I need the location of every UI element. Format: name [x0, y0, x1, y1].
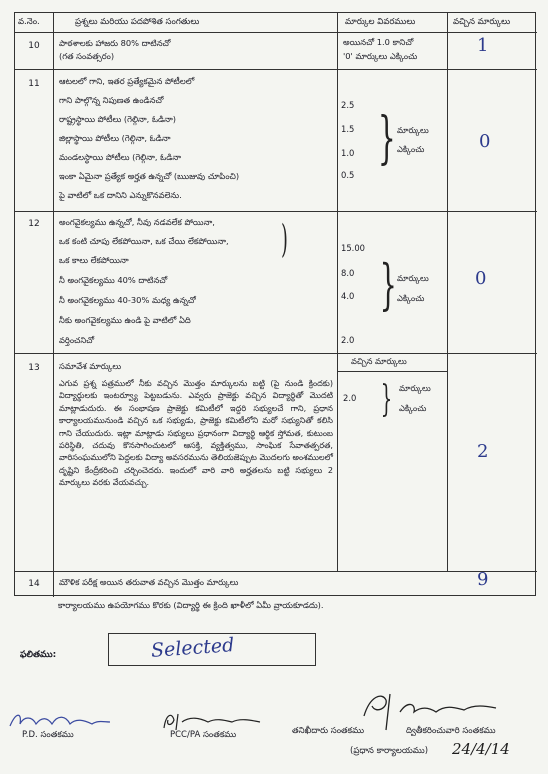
- brace-icon: }: [379, 253, 397, 316]
- row-text: గాని పాల్గొన్న నిపుణత ఉండినచో: [59, 95, 164, 105]
- row-text: మౌళిక పరీక్ష అయిన తరువాత వచ్చిన మొత్తం మార్కులు: [59, 577, 239, 587]
- marks-label: మార్కులు: [399, 383, 431, 393]
- result-label: ఫలితము:: [20, 650, 57, 660]
- marks-obtained-value: 0: [479, 131, 491, 152]
- row-number: 11: [28, 79, 40, 89]
- marks-label: మార్కులు: [397, 273, 429, 283]
- row-text: మండలస్థాయి పోటీలు (గెల్గినా, ఓడినా: [59, 152, 181, 162]
- marks-obtained-value: 0: [475, 268, 487, 289]
- interview-paragraph: ఎగువ ప్రశ్న పత్రములో నీకు వచ్చిన మొత్తం మార్కులను బట్టి (పై నుండి క్రిందకు) విద్యార్థులకు ఇంటర్వ్యూ పెట్టబడును. ఎవ్వరు ప్రాజెక్టు వచ్చిన విద్యార్థితో మొదటి మాట్లాడుదురు. ఈ సంభాషణ ప్రాజెక్టు కమిటీలో ఇద్దరి సభ్యులచే గాని, ప్రధాన కార్యాలయమునుండి వచ్చిన ఒక సభ్యుడు, ప్రాజెక్టు కమిటీలోని మరో సభ్యునితో కలిసి గాని చేయుదురు. ఇట్లా మాట్లాడు సభ్యులు ప్రధానంగా విద్యార్థి ఆర్థిక స్తోమత, కుటుంబ పరిస్థితి, చదువు కొనసాగించుటలో ఆసక్తి, వ్యక్తిత్వము, సాంఘిక సేవాతత్పరత, వారిసంఘములోని పెద్దలకు విద్యా అవసరమును తెలియజెప్పుట మొదలగు అంశములలో దృష్టిని కేంద్రీకరించి చర్చించెదరు. ఇందులో వారి వారి అర్హతలను బట్టి సభ్యులు 2 మార్కులు వరకు వేయవచ్చు.: [59, 378, 333, 488]
- marks-value: 8.0: [341, 268, 355, 278]
- row-text: నీకు అంగవైకల్యము ఉండి పై వాటిలో ఏది: [59, 315, 191, 325]
- marks-label: ఎక్కించు: [399, 403, 427, 413]
- second-signature-label: ద్వితీకరించువారి సంతకము: [406, 726, 496, 736]
- brace-icon: ): [281, 217, 288, 261]
- result-value: Selected: [150, 634, 235, 662]
- row-number: 10: [28, 41, 40, 51]
- marks-label: మార్కులు: [397, 125, 429, 135]
- row-text: జిల్లాస్థాయి పోటీలు (గెల్గినా, ఓడినా: [59, 133, 171, 143]
- brace-icon: }: [377, 106, 396, 171]
- row-text: అంగవైకల్యము ఉన్నచో, నీవు నడవలేక పోయినా,: [59, 217, 215, 227]
- row-number: 12: [28, 219, 40, 229]
- header-marks-detail: మార్కుల వివరములు: [345, 17, 416, 27]
- marks-label: ఎక్కించు: [397, 144, 425, 154]
- marks-value: 2.0: [341, 335, 355, 345]
- row-number: 13: [28, 363, 40, 373]
- row-text: (గత సంవత్సరం): [59, 51, 115, 61]
- marks-detail-text: అయినచో 1.0 కానిచో: [343, 37, 414, 47]
- row-text: ఒక కంటి చూపు లేకపోయినా, ఒక చేయి లేకపోయినా,: [59, 236, 229, 246]
- marks-value: 1.5: [341, 124, 355, 134]
- marks-value: 2.0: [343, 393, 357, 403]
- inspector-signature-label: తనిఖీదారు సంతకము: [292, 726, 365, 736]
- header-sno: వ.నెం.: [18, 17, 40, 27]
- marks-obtained-value: 2: [477, 441, 489, 462]
- marks-label: ఎక్కించు: [397, 293, 425, 303]
- pcc-signature-label: PCC/PA సంతకము: [170, 730, 237, 740]
- marks-obtained-value: 9: [477, 569, 489, 590]
- row-text: వర్తించనిచో: [59, 335, 95, 345]
- signature-date: 24/4/14: [452, 740, 510, 758]
- row-title: సమావేశ మార్కులు: [59, 361, 122, 371]
- office-use-note: కార్యాలయము ఉపయోగము కొరకు (విద్యార్థి ఈ క్రింది ఖాళీలో ఏమీ వ్రాయకూడదు).: [58, 600, 324, 610]
- marks-subheader: వచ్చిన మార్కులు: [351, 356, 407, 366]
- row-text: పై వాటిలో ఒక దానిని ఎన్నుకొనవలెను.: [59, 190, 182, 200]
- header-marks-obtained: వచ్చిన మార్కులు: [453, 17, 511, 27]
- marks-value: 0.5: [341, 170, 355, 180]
- row-text: నీ అంగవైకల్యము 40-30% మధ్య ఉన్నచో: [59, 295, 196, 305]
- marks-value: 2.5: [341, 100, 355, 110]
- marks-value: 1.0: [341, 148, 355, 158]
- row-text: పాఠశాలకు హాజరు 80% దాటినచో: [59, 38, 171, 48]
- marks-obtained-value: 1: [477, 35, 489, 56]
- office-signature-label: (ప్రధాన కార్యాలయము): [350, 746, 429, 756]
- brace-icon: }: [380, 379, 393, 420]
- header-criteria: ప్రశ్నలు మరియు పదపోశిత సంగతులు: [75, 17, 200, 27]
- pd-signature-label: P.D. సంతకము: [22, 730, 74, 740]
- result-box: [108, 633, 316, 666]
- row-text: ఇంకా ఏమైనా ప్రత్యేక అర్హత ఉన్నచో (ఋజువు చూపించి): [59, 171, 240, 181]
- marks-detail-text: '0' మార్కులు ఎక్కించు: [343, 51, 418, 61]
- marks-value: 15.00: [341, 243, 365, 253]
- row-text: రాష్ట్రస్థాయి పోటీలు (గెల్గినా, ఓడినా): [59, 114, 177, 124]
- marks-value: 4.0: [341, 291, 355, 301]
- row-number: 14: [28, 579, 40, 589]
- row-text: నీ అంగవైకల్యము 40% దాటినచో: [59, 275, 168, 285]
- row-text: ఒక కాలు లేకపోయినా: [59, 255, 129, 265]
- row-text: ఆటలలో గాని, ఇతర ప్రత్యేకమైన పోటీలలో: [59, 76, 195, 86]
- marks-table: [14, 12, 536, 596]
